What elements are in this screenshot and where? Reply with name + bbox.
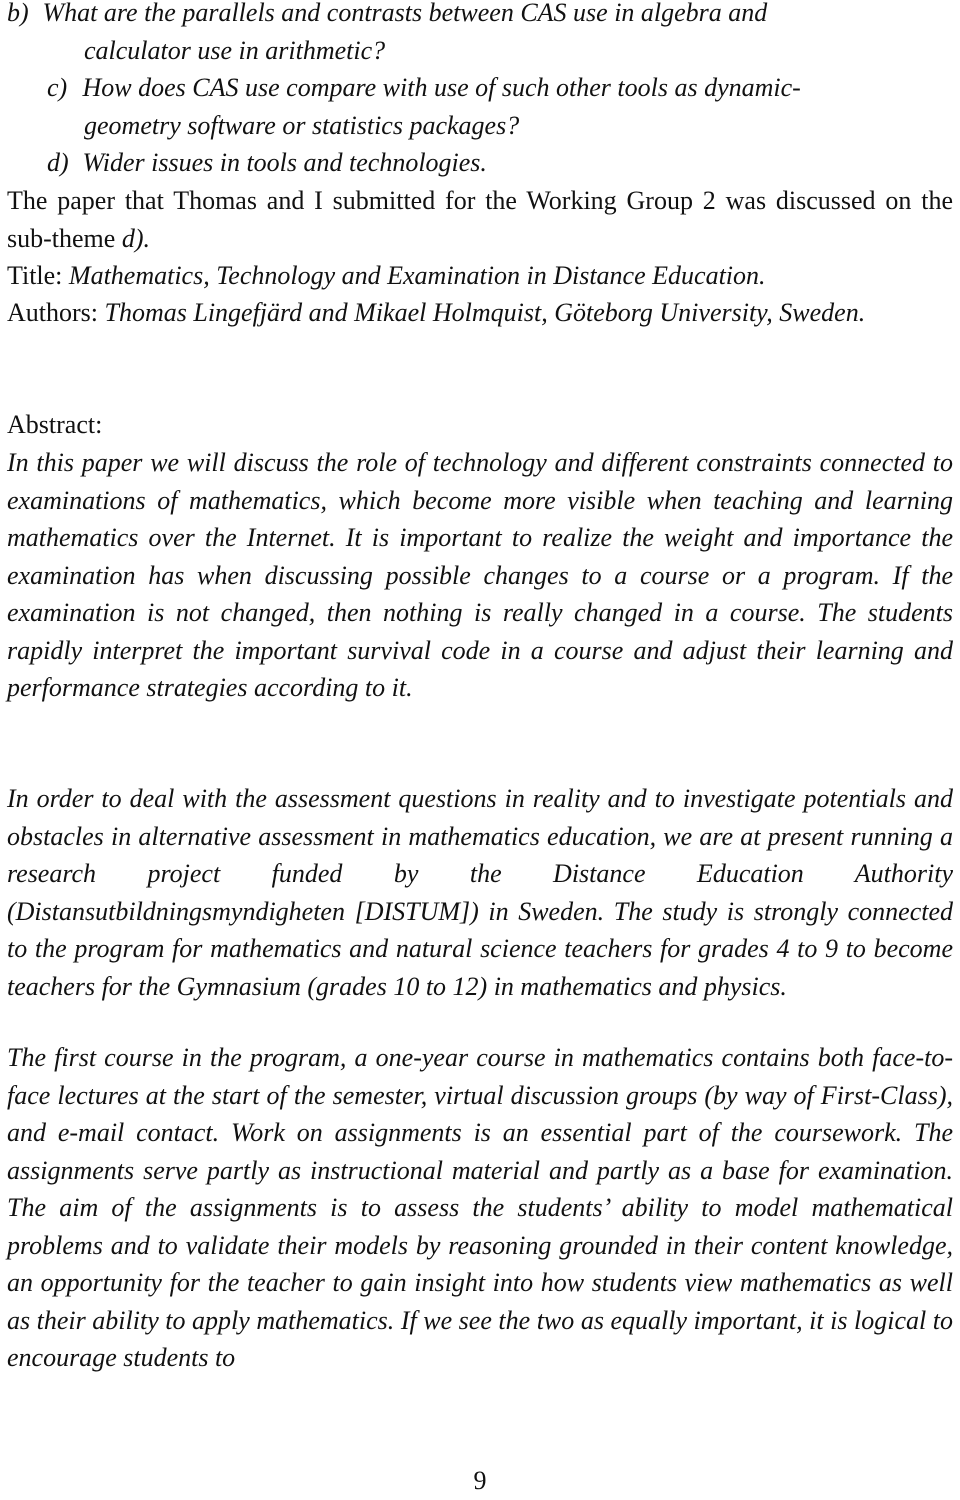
list-item-c <box>7 69 953 144</box>
intro-text: The paper that Thomas and I submitted for the Working Group 2 was discussed on the sub-theme <box>7 186 953 253</box>
intro-emphasis: d). <box>121 223 150 253</box>
list-item-d <box>7 144 953 182</box>
title-label: Title: <box>7 261 69 290</box>
paper-title: Mathematics, Technology and Examination in Distance Education. <box>68 261 766 290</box>
list-text: Wider issues in tools and technologies. <box>82 148 487 177</box>
list-text: How does CAS use compare with use of such other tools as dynamic- <box>82 73 801 102</box>
list-text-cont: calculator use in arithmetic? <box>84 35 386 65</box>
intro-paragraph <box>7 182 953 257</box>
abstract-paragraph: In this paper we will discuss the role of technology and different constraints connected to examinations of mathematics, which become more visible when teaching and learning mathematics over the Internet. It is important to realize the weight and importance the examination has when discussing possible changes to a course or a program. If the examination is not changed, then nothing is really changed in a course. The students rapidly interpret the important survival code in a course and adjust their learning and performance strategies according to it. <box>7 448 953 702</box>
list-label: c) <box>47 73 68 102</box>
abstract-label: Abstract: <box>7 410 103 439</box>
list-label: b) <box>7 0 29 27</box>
list-text: What are the parallels and contrasts between CAS use in algebra and <box>42 0 768 27</box>
list-text-cont: geometry software or statistics packages? <box>84 110 520 140</box>
page-number: 9 <box>473 1466 487 1495</box>
list-item-b <box>7 0 953 69</box>
paper-title-line <box>7 257 953 295</box>
list-label: d) <box>47 148 69 177</box>
authors-names: Thomas Lingefjärd and Mikael Holmquist, Göteborg University, Sweden. <box>104 298 866 327</box>
authors-line <box>7 294 953 332</box>
body-paragraph: The first course in the program, a one-year course in mathematics contains both face-to-face lectures at the start of the semester, virtual discussion groups (by way of First-Class), and e-mail contact. Work on assignments is an essential part of the coursework. The assignments serve partly as instructional material and partly as a base for examination. The aim of the assignments is to assess the students’ ability to model mathematical problems and to validate their models by reasoning grounded in their content knowledge, an opportunity for the teacher to gain insight into how students view mathematics as well as their ability to apply mathematics. If we see the two as equally important, it is logical to encourage students to <box>7 1043 953 1372</box>
body-paragraph: In order to deal with the assessment questions in reality and to investigate potentials and obstacles in alternative assessment in mathematics education, we are at present running a research project funded by the Distance Education Authority (Distansutbildningsmyndigheten [DISTUM]) in Sweden. The study is strongly connected to the program for mathematics and natural science teachers for grades 4 to 9 to become teachers for the Gymnasium (grades 10 to 12) in mathematics and physics. <box>7 784 953 1001</box>
authors-label: Authors: <box>7 298 105 327</box>
